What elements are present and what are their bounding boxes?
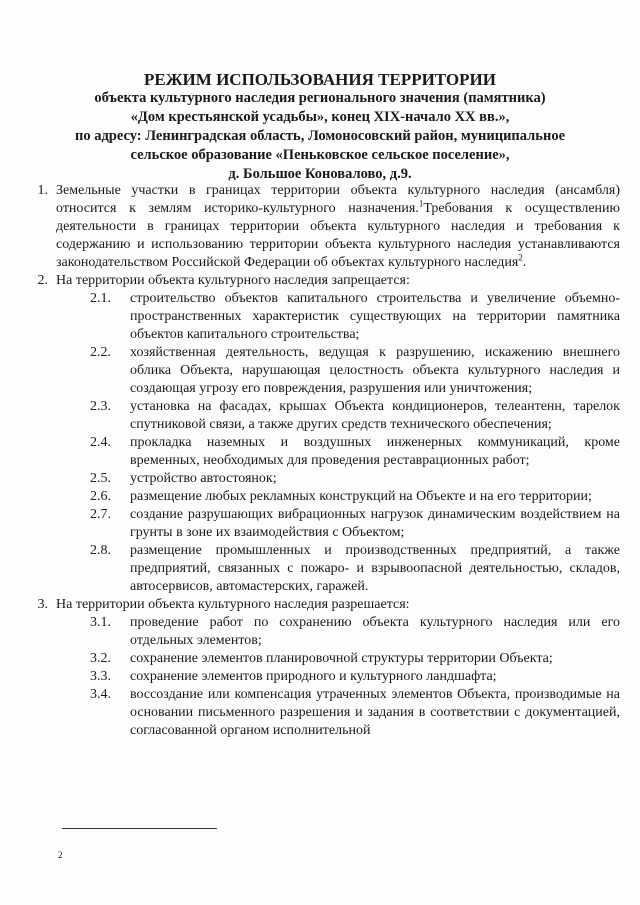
sub-item: [90, 470, 620, 488]
sub-item-number: 2.1.: [90, 291, 111, 306]
footnote-ref: 2: [518, 252, 523, 263]
sub-item: [90, 344, 620, 398]
title-line-2: объекта культурного наследия регионального значения (памятника): [94, 90, 546, 106]
sub-item-text: создание разрушающих вибрационных нагрузок динамическим воздействием на грунты в зоне их взаимодействия с Объектом;: [130, 507, 620, 540]
item-number: 3.: [37, 597, 48, 612]
sub-item-text: размещение промышленных и производственных предприятий, а также предприятий, связанных с пожаро- и взрывоопасной деятельностью, складов, автосервисов, автомастерских, гаражей.: [130, 543, 620, 594]
document-title: [40, 70, 600, 184]
footnote-separator: [62, 828, 217, 829]
sub-item: [90, 398, 620, 434]
sub-item-number: 3.4.: [90, 687, 111, 702]
document-body: [28, 182, 620, 740]
sub-item-number: 3.1.: [90, 615, 111, 630]
item-text-part: Земельные участки в границах территории объекта культурного наследия (ансамбля) относится к землям историко-культурного назначения.: [56, 183, 620, 216]
footnote-ref: 1: [418, 198, 424, 209]
sub-item: [90, 650, 620, 668]
sub-item-number: 2.8.: [90, 543, 111, 558]
sub-item: [90, 686, 620, 740]
sub-item: [90, 290, 620, 344]
sub-item-text: устройство автостоянок;: [130, 471, 277, 486]
footnote-mark: 2: [58, 850, 63, 860]
sub-item-text: размещение любых рекламных конструкций на Объекте и на его территории;: [130, 489, 592, 504]
sub-item-number: 2.6.: [90, 489, 111, 504]
sub-item: [90, 614, 620, 650]
list-item: [28, 182, 620, 272]
title-line-5: сельское образование «Пеньковское сельское поселение»,: [130, 147, 510, 163]
list-item: [28, 596, 620, 614]
item-text: [56, 182, 620, 272]
item-text-part: Требования к осуществлению деятельности в границах территории объекта культурного наследия и требования к содержанию и использованию территории объекта культурного наследия устанавливаются законодательством Российской Федерации об объектах культурного наследия: [56, 201, 620, 270]
sub-item-number: 2.5.: [90, 471, 111, 486]
sub-item: [90, 488, 620, 506]
sub-item-text: прокладка наземных и воздушных инженерных коммуникаций, кроме временных, необходимых для проведения реставрационных работ;: [130, 435, 620, 468]
sub-item-text: сохранение элементов планировочной структуры территории Объекта;: [130, 651, 553, 666]
sub-item: [90, 434, 620, 470]
sub-item-text: воссоздание или компенсация утраченных элементов Объекта, производимые на основании письменного разрешения и задания в соответствии с документацией, согласованной органом исполнительной: [130, 687, 620, 738]
sub-item-number: 3.2.: [90, 651, 111, 666]
sub-item: [90, 506, 620, 542]
sub-item-number: 2.2.: [90, 345, 111, 360]
item-text-part: .: [522, 255, 527, 270]
title-line-1: РЕЖИМ ИСПОЛЬЗОВАНИЯ ТЕРРИТОРИИ: [144, 70, 496, 89]
title-line-6: д. Большое Коновалово, д.9.: [228, 166, 412, 182]
item-number: 2.: [37, 273, 48, 288]
sub-item-number: 3.3.: [90, 669, 111, 684]
sub-item-number: 2.3.: [90, 399, 111, 414]
item-text: На территории объекта культурного наследия запрещается:: [56, 273, 410, 288]
sub-item-text: хозяйственная деятельность, ведущая к разрушению, искажению внешнего облика Объекта, нарушающая целостность объекта культурного наследия и создающая угрозу его повреждения, разрушения или уничтожения;: [130, 345, 620, 396]
sub-item-text: проведение работ по сохранению объекта культурного наследия или его отдельных элементов;: [130, 615, 620, 648]
list-item: [28, 272, 620, 290]
sub-item-text: строительство объектов капитального строительства и увеличение объемно-пространственных характеристик существующих на территории памятника объектов капитального строительства;: [130, 291, 620, 342]
title-line-3: «Дом крестьянской усадьбы», конец XIX-начало XX вв.»,: [130, 109, 510, 125]
sub-item-number: 2.7.: [90, 507, 111, 522]
sub-item-text: установка на фасадах, крышах Объекта кондиционеров, телеантенн, тарелок спутниковой связи, а также других средств технического обеспечения;: [130, 399, 620, 432]
title-line-4: по адресу: Ленинградская область, Ломоносовский район, муниципальное: [74, 128, 566, 144]
item-number: 1.: [37, 183, 48, 198]
sub-item: [90, 542, 620, 596]
sub-item-text: сохранение элементов природного и культурного ландшафта;: [130, 669, 497, 684]
item-text: На территории объекта культурного наследия разрешается:: [56, 597, 410, 612]
sub-item-number: 2.4.: [90, 435, 111, 450]
sub-item: [90, 668, 620, 686]
